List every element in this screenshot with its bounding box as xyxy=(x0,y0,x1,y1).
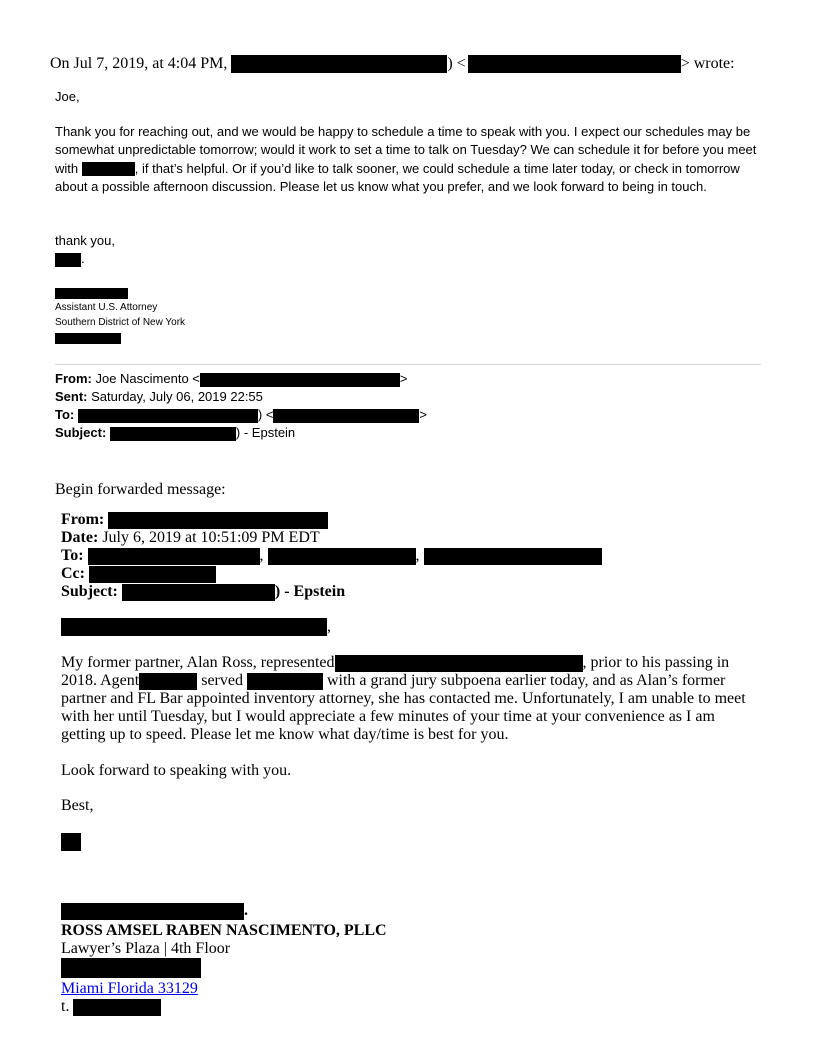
fwd-cc-line xyxy=(61,565,216,583)
redaction xyxy=(424,548,602,565)
redaction xyxy=(73,999,161,1016)
fwd-subject-line xyxy=(61,583,345,601)
fwd-cc-label: Cc: xyxy=(61,565,85,582)
redaction xyxy=(61,958,201,978)
redaction xyxy=(468,55,681,73)
fwd-paragraph-3: Best, xyxy=(61,797,94,814)
from-close: > xyxy=(399,371,408,386)
comma: , xyxy=(259,547,264,564)
redaction xyxy=(110,427,236,441)
divider xyxy=(55,364,761,365)
fwd-p1-line-2 xyxy=(61,672,746,690)
salutation-comma: , xyxy=(327,618,331,635)
fwd-salutation xyxy=(61,618,331,636)
text: with a grand jury subpoena earlier today, and as Alan’s former xyxy=(326,672,726,689)
outlook-from-line xyxy=(55,370,407,388)
reply-signature-title: Assistant U.S. Attorney xyxy=(55,302,158,313)
redaction xyxy=(335,655,583,672)
fwd-from-label: From: xyxy=(61,511,105,528)
reply-greeting: Joe, xyxy=(55,89,80,104)
fwd-signature-name xyxy=(61,902,248,920)
redaction xyxy=(61,618,327,636)
text: served xyxy=(201,672,243,689)
fwd-p1-line-1 xyxy=(61,654,746,672)
fwd-to-label: To: xyxy=(61,547,84,564)
signature-dot: . xyxy=(244,902,248,919)
to-close: > xyxy=(419,407,428,422)
redaction xyxy=(273,409,419,423)
reply-signature-office: Southern District of New York xyxy=(55,317,186,328)
sent-value: Saturday, July 06, 2019 22:55 xyxy=(91,389,263,404)
reply-header xyxy=(50,54,735,74)
reply-body-part-1: Thank you for reaching out, and we would be happy to schedule a time to speak with you. I expect our schedules may be somewhat unpredictable tomorrow; would it work to set a time to talk on Tuesday? We can schedule it for before you meet with xyxy=(55,124,757,176)
firm-phone xyxy=(61,998,161,1016)
outlook-sent-line xyxy=(55,388,263,406)
text: , prior to his passing in xyxy=(582,654,730,671)
fwd-date-line xyxy=(61,529,320,547)
redaction xyxy=(108,512,328,529)
outlook-to-line xyxy=(55,406,427,424)
reply-closing: thank you, xyxy=(55,233,115,248)
redaction xyxy=(55,333,121,344)
redaction xyxy=(247,673,323,690)
redaction xyxy=(78,409,258,423)
redaction xyxy=(122,584,275,601)
outlook-subject-line xyxy=(55,424,295,442)
reply-header-suffix: > wrote: xyxy=(680,55,735,72)
redaction xyxy=(268,548,416,565)
redaction xyxy=(139,673,197,690)
to-label: To: xyxy=(55,407,75,422)
redaction xyxy=(231,55,447,73)
fwd-subject-label: Subject: xyxy=(61,583,118,600)
fwd-paragraph-2: Look forward to speaking with you. xyxy=(61,762,292,779)
redaction xyxy=(61,833,81,851)
to-mid: ) < xyxy=(257,407,274,422)
firm-address-1: Lawyer’s Plaza | 4th Floor xyxy=(61,940,231,957)
text: 2018. Agent xyxy=(61,672,140,689)
redaction xyxy=(89,566,216,583)
from-value: Joe Nascimento < xyxy=(95,371,200,386)
phone-prefix: t. xyxy=(61,998,70,1015)
subject-value: ) - Epstein xyxy=(235,425,296,440)
fwd-p1-line-4: with her until Tuesday, but I would appreciate a few minutes of your time at your convenience as I am xyxy=(61,708,715,725)
redaction xyxy=(55,288,128,299)
firm-address-link[interactable]: Miami Florida 33129 xyxy=(61,980,198,997)
redaction xyxy=(200,373,400,387)
reply-header-mid: ) < xyxy=(447,55,466,72)
fwd-p1-line-5: getting up to speed. Please let me know what day/time is best for you. xyxy=(61,726,509,743)
signature-dot: . xyxy=(81,251,85,266)
fwd-subject-value: ) - Epstein xyxy=(274,583,346,600)
from-label: From: xyxy=(55,371,92,386)
redaction xyxy=(55,253,81,267)
sent-label: Sent: xyxy=(55,389,88,404)
reply-signature-name xyxy=(55,251,85,267)
comma: , xyxy=(415,547,420,564)
redaction xyxy=(61,903,244,920)
firm-name: ROSS AMSEL RABEN NASCIMENTO, PLLC xyxy=(61,922,387,939)
fwd-p1-line-3: partner and FL Bar appointed inventory attorney, she has contacted me. Unfortunately, I am unable to meet xyxy=(61,690,746,707)
reply-body xyxy=(55,123,763,196)
text: My former partner, Alan Ross, represented xyxy=(61,654,335,671)
reply-body-part-2: , if that’s helpful. Or if you’d like to talk sooner, we could schedule a time later today, or check in tomorrow about a possible afternoon discussion. Please let us know what you prefer, and we look forward to being in touch. xyxy=(55,160,740,194)
fwd-date-label: Date: xyxy=(61,529,99,546)
redaction xyxy=(88,548,260,565)
fwd-paragraph-1 xyxy=(61,654,746,744)
fwd-date-value: July 6, 2019 at 10:51:09 PM EDT xyxy=(102,529,320,546)
reply-header-prefix: On Jul 7, 2019, at 4:04 PM, xyxy=(50,55,228,72)
redaction xyxy=(82,162,135,176)
fwd-from-line xyxy=(61,511,328,529)
fwd-to-line xyxy=(61,547,602,565)
subject-label: Subject: xyxy=(55,425,107,440)
forward-intro: Begin forwarded message: xyxy=(55,481,226,498)
